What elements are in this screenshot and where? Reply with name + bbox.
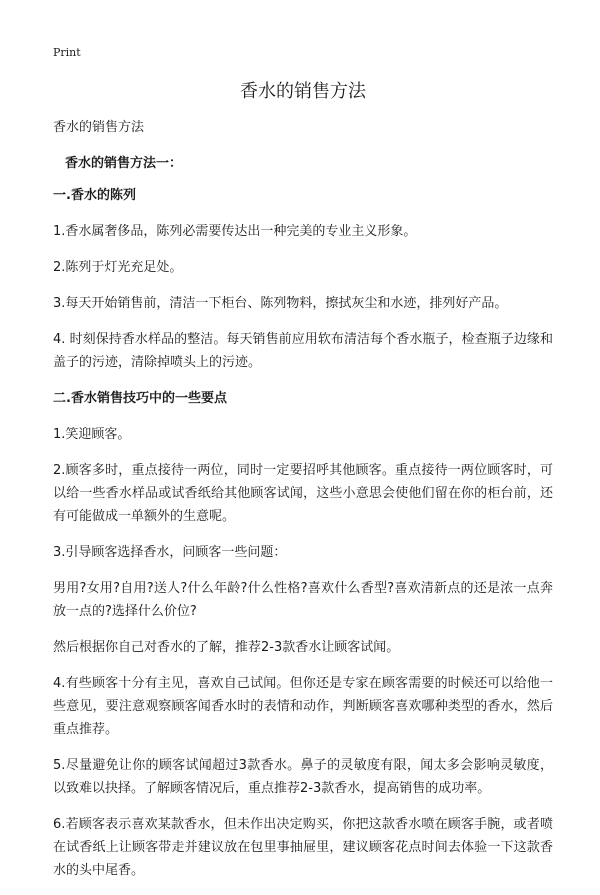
print-link[interactable]: Print	[53, 46, 81, 59]
document-page	[53, 46, 553, 895]
paragraph-tip-4: 4.有些顾客十分有主见，喜欢自己试闻。但你还是专家在顾客需要的时候还可以给他一些意见，要注意观察顾客闻香水时的表情和动作，判断顾客喜欢哪种类型的香水，然后重点推荐。	[53, 676, 553, 737]
section-heading-display: 一.香水的陈列	[53, 188, 136, 203]
page-title: 香水的销售方法	[240, 81, 366, 102]
paragraph-tip-1: 1.笑迎顾客。	[53, 427, 131, 442]
paragraph-tip-recommend: 然后根据你自己对香水的了解，推荐2-3款香水让顾客试闻。	[53, 640, 400, 655]
paragraph-tip-6: 6.若顾客表示喜欢某款香水，但未作出决定购买，你把这款香水喷在顾客手腕，或者喷在试香纸上让顾客带走并建议放在包里事抽屉里，建议顾客花点时间去体验一下这款香水的头中尾香。	[53, 817, 553, 878]
paragraph-tip-3: 3.引导顾客选择香水，问顾客一些问题：	[53, 545, 287, 560]
paragraph-tip-5: 5.尽量避免让你的顾客试闻超过3款香水。鼻子的灵敏度有限，闻太多会影响灵敏度，以致难以抉择。了解顾客情况后，重点推荐2-3款香水，提高销售的成功率。	[53, 758, 553, 796]
method-one-label: 香水的销售方法一：	[65, 156, 183, 171]
paragraph-display-4: 4. 时刻保持香水样品的整洁。每天销售前应用软布清洁每个香水瓶子，检查瓶子边缘和盖子的污迹，清除掉喷头上的污迹。	[53, 332, 553, 370]
paragraph-tip-questions: 男用?女用?自用?送人?什么年龄?什么性格?喜欢什么香型?喜欢清新点的还是浓一点奔放一点的?选择什么价位?	[53, 581, 553, 619]
paragraph-tip-2: 2.顾客多时，重点接待一两位，同时一定要招呼其他顾客。重点接待一两位顾客时，可以给一些香水样品或试香纸给其他顾客试闻，这些小意思会使他们留在你的柜台前，还有可能做成一单额外的生意呢。	[53, 463, 553, 524]
paragraph-display-2: 2.陈列于灯光充足处。	[53, 260, 183, 275]
section-heading-tips: 二.香水销售技巧中的一些要点	[53, 391, 227, 406]
paragraph-display-3: 3.每天开始销售前，清洁一下柜台、陈列物料，擦拭灰尘和水迹，排列好产品。	[53, 296, 508, 311]
document-subtitle: 香水的销售方法	[53, 120, 145, 135]
paragraph-display-1: 1.香水属奢侈品，陈列必需要传达出一种完美的专业主义形象。	[53, 224, 417, 239]
